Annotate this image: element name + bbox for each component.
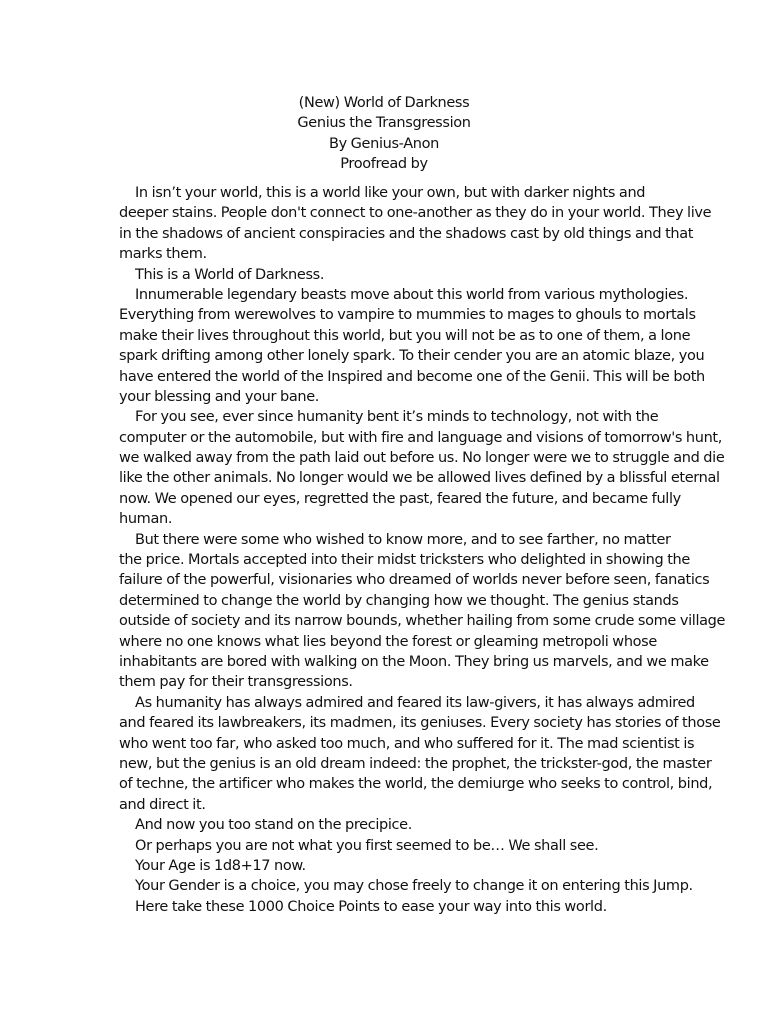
text-line: In isn’t your world, this is a world like your own, but with darker nights and bbox=[135, 185, 646, 201]
text-line: failure of the powerful, visionaries who dreamed of worlds never before seen, fanatics bbox=[119, 572, 710, 589]
document-title-block bbox=[0, 93, 768, 175]
text-line: have entered the world of the Inspired and become one of the Genii. This will be both bbox=[119, 368, 705, 385]
text-line: them pay for their transgressions. bbox=[119, 674, 353, 691]
text-line: outside of society and its narrow bounds, whether hailing from some crude some village bbox=[119, 613, 726, 630]
text-line: of techne, the artificer who makes the world, the demiurge who seeks to control, bind, bbox=[119, 776, 713, 793]
text-line: new, but the genius is an old dream indeed: the prophet, the trickster-god, the master bbox=[119, 755, 712, 772]
text-line: the price. Mortals accepted into their midst tricksters who delighted in showing the bbox=[119, 552, 690, 569]
document-body bbox=[119, 183, 726, 917]
text-line: inhabitants are bored with walking on the Moon. They bring us marvels, and we make bbox=[119, 653, 709, 670]
text-line: your blessing and your bane. bbox=[119, 388, 320, 405]
text-line: determined to change the world by changing how we thought. The genius stands bbox=[119, 592, 679, 609]
text-line: Everything from werewolves to vampire to mummies to mages to ghouls to mortals bbox=[119, 307, 696, 324]
text-line: As humanity has always admired and feared its law-givers, it has always admired bbox=[135, 694, 695, 711]
text-line: make their lives throughout this world, but you will not be as to one of them, a lone bbox=[119, 327, 691, 344]
text-line: Or perhaps you are not what you first seemed to be… We shall see. bbox=[135, 837, 599, 854]
document-title: (New) World of Darkness bbox=[298, 95, 470, 111]
text-line: This is a World of Darkness. bbox=[135, 266, 325, 283]
text-line: and feared its lawbreakers, its madmen, its geniuses. Every society has stories of those bbox=[119, 715, 721, 732]
text-line: Here take these 1000 Choice Points to ease your way into this world. bbox=[135, 898, 607, 915]
text-line: marks them. bbox=[119, 246, 207, 263]
document-author: By Genius-Anon bbox=[328, 135, 440, 152]
text-line: and direct it. bbox=[119, 796, 206, 813]
text-line: where no one knows what lies beyond the forest or gleaming metropoli whose bbox=[119, 633, 657, 650]
document-subtitle: Genius the Transgression bbox=[297, 115, 471, 132]
text-line: now. We opened our eyes, regretted the past, feared the future, and became fully bbox=[119, 490, 681, 507]
text-line: Your Gender is a choice, you may chose freely to change it on entering this Jump. bbox=[135, 878, 693, 895]
text-line: human. bbox=[119, 511, 173, 528]
text-line: Innumerable legendary beasts move about this world from various mythologies. bbox=[135, 286, 689, 303]
text-line: Your Age is 1d8+17 now. bbox=[135, 857, 306, 874]
text-line: like the other animals. No longer would we be allowed lives defined by a blissful eternal bbox=[119, 470, 720, 487]
text-line: computer or the automobile, but with fire and language and visions of tomorrow's hunt, bbox=[119, 429, 723, 446]
text-line: deeper stains. People don't connect to one-another as they do in your world. They live bbox=[119, 205, 712, 222]
document-proofreader: Proofread by bbox=[340, 156, 428, 173]
text-line: who went too far, who asked too much, and who suffered for it. The mad scientist is bbox=[119, 735, 695, 752]
text-line: And now you too stand on the precipice. bbox=[135, 817, 412, 834]
text-line: spark drifting among other lonely spark. To their cender you are an atomic blaze, you bbox=[119, 348, 705, 365]
text-line: For you see, ever since humanity bent it’s minds to technology, not with the bbox=[135, 409, 659, 426]
text-line: we walked away from the path laid out before us. No longer were we to struggle and die bbox=[119, 450, 725, 467]
text-line: But there were some who wished to know more, and to see farther, no matter bbox=[135, 531, 671, 548]
text-line: in the shadows of ancient conspiracies and the shadows cast by old things and that bbox=[119, 225, 694, 242]
